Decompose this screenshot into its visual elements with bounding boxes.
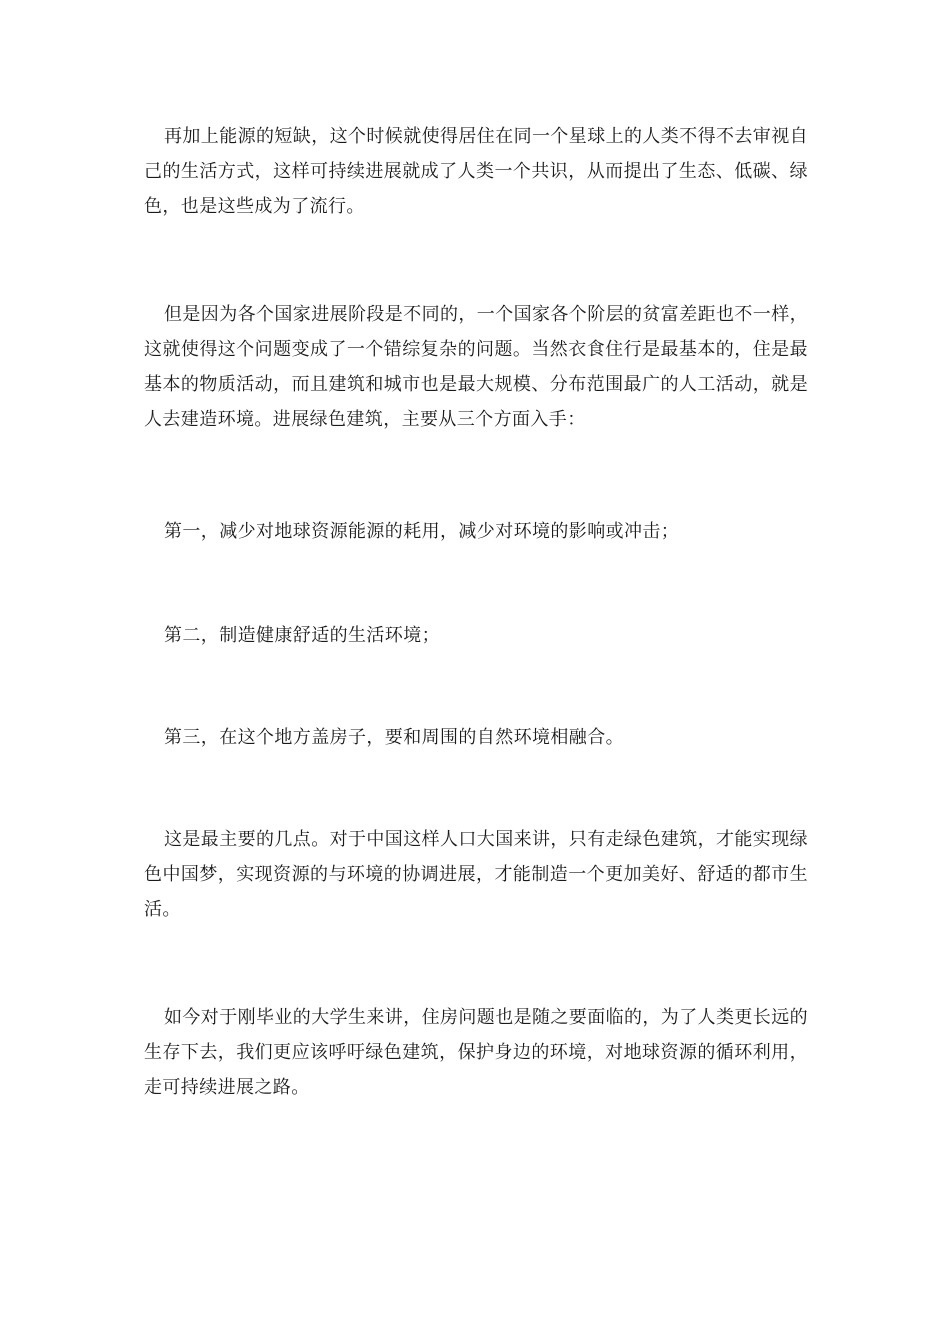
paragraph-green-china-dream: 这是最主要的几点。对于中国这样人口大国来讲，只有走绿色建筑，才能实现绿色中国梦，实现资源的与环境的协调进展，才能制造一个更加美好、舒适的都市生活。 [144,829,808,920]
paragraph-development-stages: 但是因为各个国家进展阶段是不同的，一个国家各个阶层的贫富差距也不一样，这就使得这个问题变成了一个错综复杂的问题。当然衣食住行是最基本的，住是最基本的物质活动，而且建筑和城市也是最大规模、分布范围最广的人工活动，就是人去建造环境。进展绿色建筑，主要从三个方面入手： [144,304,808,430]
paragraph-point-one: 第一，减少对地球资源能源的耗用，减少对环境的影响或冲击； [164,521,680,542]
paragraph-point-two: 第二，制造健康舒适的生活环境； [164,625,440,646]
paragraph-graduates-housing: 如今对于刚毕业的大学生来讲，住房问题也是随之要面临的，为了人类更长远的生存下去，我们更应该呼吁绿色建筑，保护身边的环境，对地球资源的循环利用，走可持续进展之路。 [144,1007,808,1098]
paragraph-energy-shortage: 再加上能源的短缺，这个时候就使得居住在同一个星球上的人类不得不去审视自己的生活方式，这样可持续进展就成了人类一个共识，从而提出了生态、低碳、绿色，也是这些成为了流行。 [144,126,808,217]
paragraph-point-three: 第三，在这个地方盖房子，要和周围的自然环境相融合。 [164,727,624,748]
